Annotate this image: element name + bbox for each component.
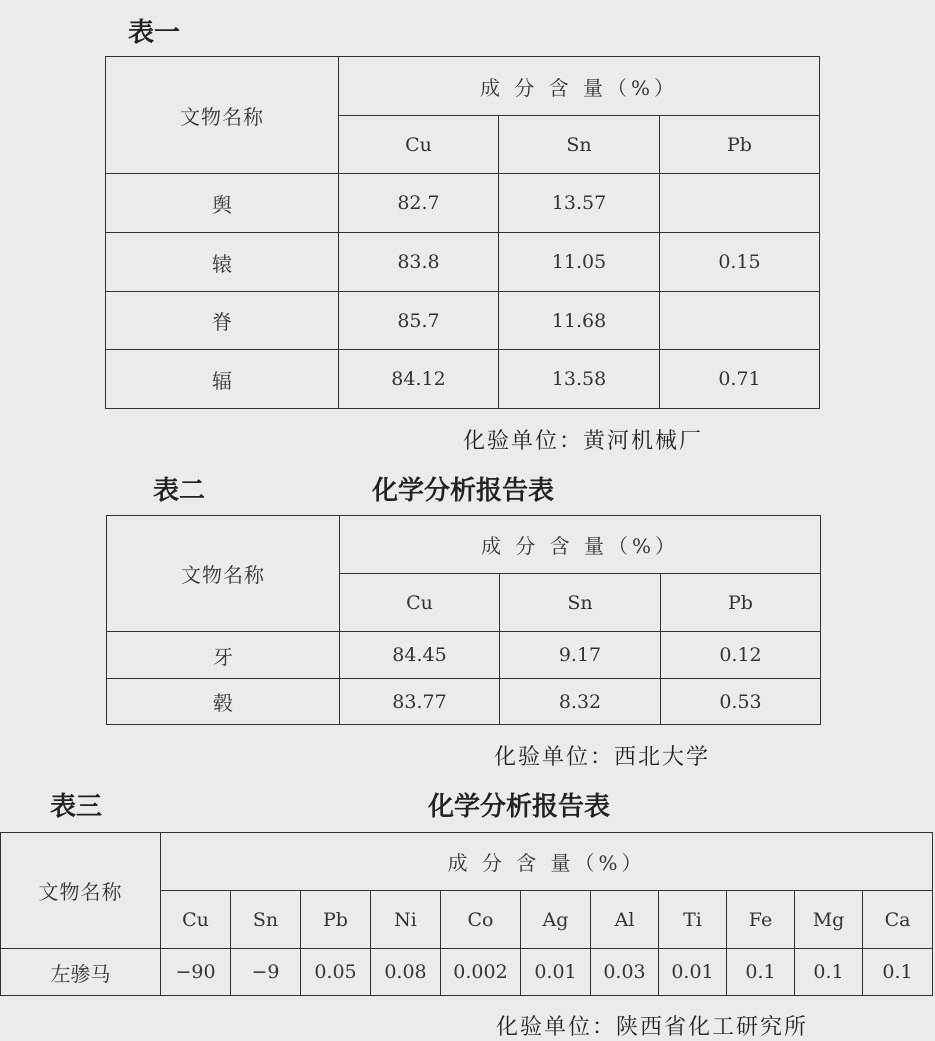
cell-value: 0.1 <box>727 949 795 996</box>
cell-value: 9.17 <box>500 632 661 679</box>
cell-value: 84.12 <box>339 350 499 409</box>
cell-value: 0.01 <box>521 949 591 996</box>
cell-value: 0.71 <box>660 350 820 409</box>
row-name: 左骖马 <box>1 949 161 996</box>
cell-value: 83.77 <box>340 679 500 725</box>
cell-value: 0.03 <box>591 949 659 996</box>
table3-col-header: Al <box>591 891 659 949</box>
table2-col-header: Sn <box>500 574 661 632</box>
cell-value: 0.53 <box>661 679 821 725</box>
cell-value: −9 <box>231 949 301 996</box>
table3-group-header: 成 分 含 量（%） <box>161 833 933 891</box>
row-name: 辕 <box>106 233 339 292</box>
cell-value: 0.002 <box>441 949 521 996</box>
table3-col-header: Mg <box>795 891 863 949</box>
cell-value: 13.57 <box>499 174 660 233</box>
table3-name-header: 文物名称 <box>1 833 161 949</box>
table1-caption: 化验单位：黄河机械厂 <box>463 429 704 454</box>
table3-title: 化学分析报告表 <box>428 792 611 822</box>
table2-name-header: 文物名称 <box>107 516 340 632</box>
table2-group-header: 成 分 含 量（%） <box>340 516 821 574</box>
table1-label: 表一 <box>128 18 181 48</box>
table1 <box>105 56 820 409</box>
table3-col-header: Cu <box>161 891 231 949</box>
cell-value: 85.7 <box>339 292 499 350</box>
table2-title: 化学分析报告表 <box>372 476 555 506</box>
table2-col-header: Pb <box>661 574 821 632</box>
cell-value: 0.05 <box>301 949 371 996</box>
cell-value: 11.05 <box>499 233 660 292</box>
row-name: 辐 <box>106 350 339 409</box>
table-row <box>107 632 821 679</box>
table3 <box>0 832 933 996</box>
table1-name-header: 文物名称 <box>106 57 339 174</box>
table3-col-header: Sn <box>231 891 301 949</box>
table1-col-header: Sn <box>499 116 660 174</box>
table-row <box>106 233 820 292</box>
row-name: 毂 <box>107 679 340 725</box>
table2-col-header: Cu <box>340 574 500 632</box>
row-name: 脊 <box>106 292 339 350</box>
cell-value: 0.01 <box>659 949 727 996</box>
cell-value: 0.1 <box>863 949 933 996</box>
table3-col-header: Ag <box>521 891 591 949</box>
table-row <box>106 174 820 233</box>
cell-value: 0.1 <box>795 949 863 996</box>
cell-value: −90 <box>161 949 231 996</box>
table1-col-header: Cu <box>339 116 499 174</box>
table3-col-header: Ti <box>659 891 727 949</box>
table2 <box>106 515 821 725</box>
table1-group-header: 成 分 含 量（%） <box>339 57 820 116</box>
cell-value: 11.68 <box>499 292 660 350</box>
table2-caption: 化验单位：西北大学 <box>494 745 711 770</box>
cell-value: 8.32 <box>500 679 661 725</box>
table-row <box>107 679 821 725</box>
cell-value: 0.15 <box>660 233 820 292</box>
cell-value: 0.08 <box>371 949 441 996</box>
cell-value <box>660 292 820 350</box>
table3-col-header: Ca <box>863 891 933 949</box>
table1-col-header: Pb <box>660 116 820 174</box>
table-row <box>1 949 933 996</box>
cell-value: 82.7 <box>339 174 499 233</box>
table2-label: 表二 <box>153 476 206 506</box>
table-row <box>106 350 820 409</box>
table3-label: 表三 <box>50 792 103 822</box>
cell-value: 13.58 <box>499 350 660 409</box>
row-name: 牙 <box>107 632 340 679</box>
cell-value <box>660 174 820 233</box>
cell-value: 84.45 <box>340 632 500 679</box>
cell-value: 83.8 <box>339 233 499 292</box>
table-row <box>106 292 820 350</box>
table3-col-header: Co <box>441 891 521 949</box>
table3-col-header: Ni <box>371 891 441 949</box>
cell-value: 0.12 <box>661 632 821 679</box>
table3-col-header: Fe <box>727 891 795 949</box>
table3-caption: 化验单位：陕西省化工研究所 <box>496 1015 809 1040</box>
row-name: 舆 <box>106 174 339 233</box>
table3-col-header: Pb <box>301 891 371 949</box>
